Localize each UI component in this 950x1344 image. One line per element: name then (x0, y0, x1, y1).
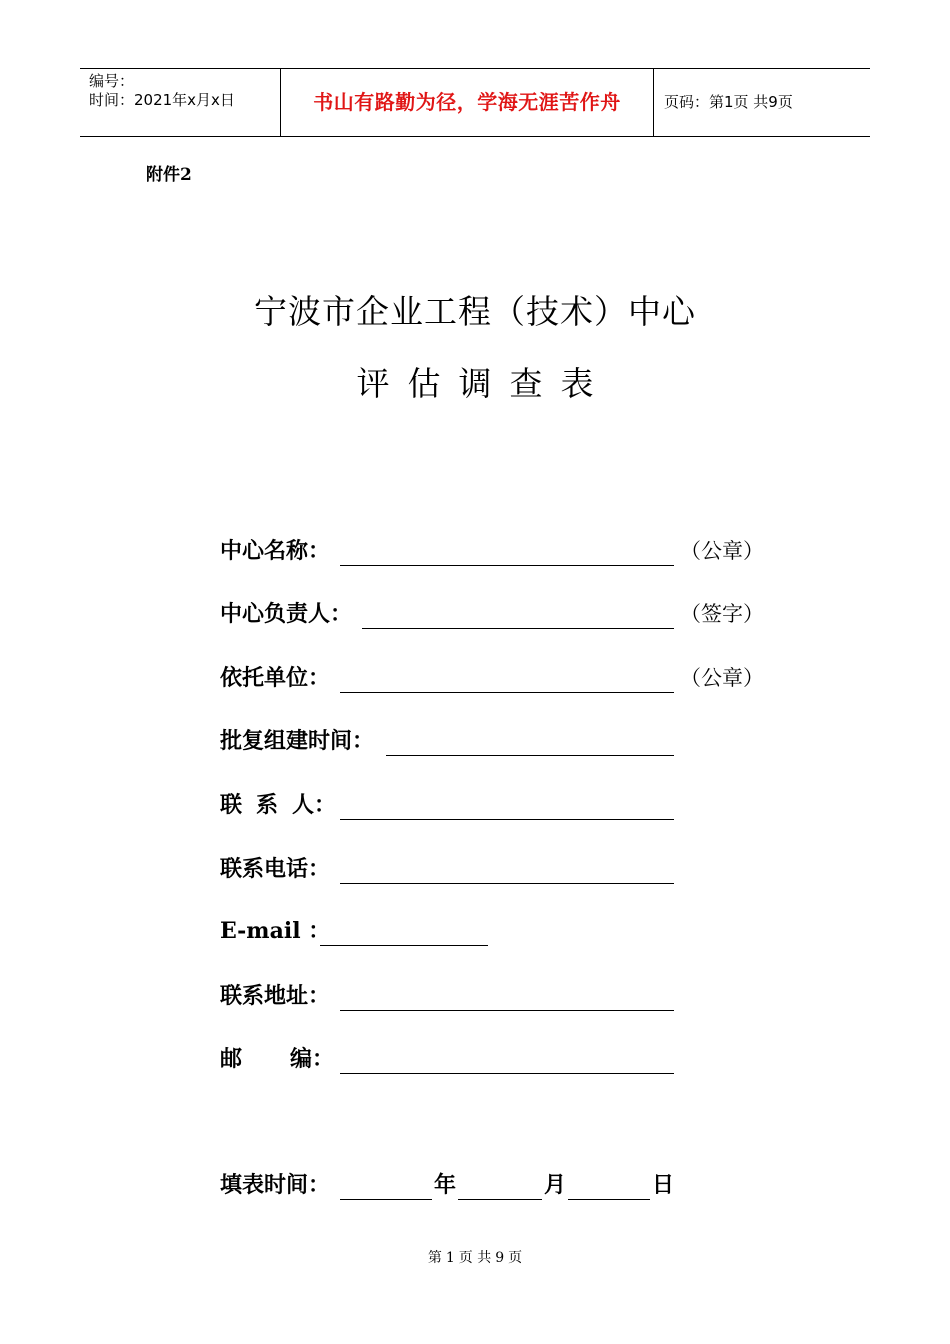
field-postcode (220, 1044, 680, 1074)
field-label: 中心名称： (220, 538, 331, 564)
field-center-head (220, 599, 780, 629)
field-suffix: （公章） (680, 666, 764, 690)
subtitle-char: 评 (356, 364, 390, 403)
email-blank[interactable] (320, 945, 488, 946)
field-label: 批复组建时间： (220, 728, 375, 754)
label-char: 联 (220, 792, 243, 818)
approval-time-blank[interactable] (386, 755, 674, 756)
field-label: E-mail ： (220, 918, 331, 944)
document-title: 宁波市企业工程（技术）中心 (254, 292, 696, 331)
footer-suffix: 页 (508, 1250, 523, 1266)
day-blank[interactable] (568, 1170, 650, 1200)
center-head-blank[interactable] (362, 628, 674, 629)
page-footer (0, 1247, 950, 1267)
field-suffix: （签字） (680, 602, 764, 626)
document-subtitle (0, 358, 950, 405)
field-label (220, 1044, 334, 1074)
field-label: 依托单位： (220, 665, 331, 691)
label-char: 邮 (220, 1046, 243, 1072)
postcode-blank[interactable] (340, 1073, 674, 1074)
field-label (220, 790, 336, 820)
footer-prefix: 第 (427, 1250, 442, 1266)
subtitle-char: 表 (560, 364, 594, 403)
day-label: 日 (652, 1172, 675, 1198)
field-approval-time (220, 726, 680, 756)
field-label: 联系地址： (220, 983, 331, 1009)
label-char: 编： (290, 1046, 335, 1072)
footer-total-pages: 9 (495, 1250, 505, 1266)
center-name-blank[interactable] (340, 565, 674, 566)
field-phone (220, 854, 680, 884)
subtitle-char: 估 (407, 364, 441, 403)
field-center-name (220, 536, 780, 566)
header-motto: 书山有路勤为径，学海无涯苦作舟 (281, 69, 654, 136)
fill-date-line (220, 1170, 680, 1200)
year-label: 年 (434, 1172, 457, 1198)
time-label: 时间：2021年x月x日 (89, 91, 235, 109)
field-label: 联系电话： (220, 856, 331, 882)
document-header (80, 68, 870, 137)
footer-mid: 页 共 (458, 1250, 492, 1266)
address-blank[interactable] (340, 1010, 674, 1011)
field-address (220, 981, 680, 1011)
field-contact-person (220, 790, 680, 820)
field-label: 中心负责人： (220, 601, 353, 627)
subtitle-char: 调 (458, 364, 492, 403)
month-label: 月 (544, 1172, 567, 1198)
field-email (220, 916, 680, 946)
phone-blank[interactable] (340, 883, 674, 884)
field-suffix: （公章） (680, 539, 764, 563)
label-char: 人： (292, 792, 337, 818)
year-blank[interactable] (340, 1170, 432, 1200)
header-page-info: 页码：第1页 共9页 (664, 93, 793, 111)
attachment-label: 附件2 (146, 165, 192, 185)
date-label: 填表时间： (220, 1172, 331, 1198)
label-char: 系 (256, 792, 279, 818)
header-meta (80, 69, 281, 136)
month-blank[interactable] (458, 1170, 542, 1200)
number-label: 编号： (89, 72, 135, 90)
subtitle-char: 查 (509, 364, 543, 403)
footer-page-number: 1 (445, 1250, 455, 1266)
host-unit-blank[interactable] (340, 692, 674, 693)
field-host-unit (220, 663, 780, 693)
contact-person-blank[interactable] (340, 819, 674, 820)
